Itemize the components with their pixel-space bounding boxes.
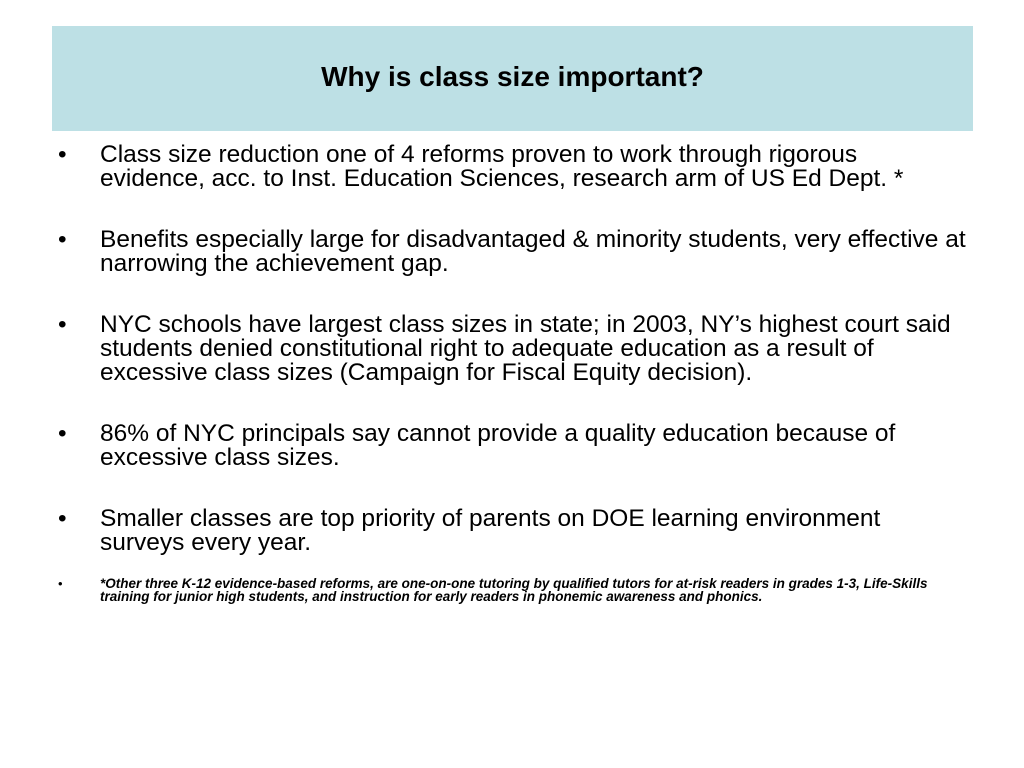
slide-title: Why is class size important? (321, 60, 704, 92)
bullet-item (58, 228, 968, 276)
bullet-text: NYC schools have largest class sizes in state; in 2003, NY’s highest court said students denied constitutional right to adequate education as a result of excessive class sizes (Campaign for Fiscal Equity decision). (100, 311, 951, 386)
bullet-item (58, 313, 968, 385)
bullet-marker: • (58, 505, 67, 532)
footnote-item (58, 577, 968, 603)
bullet-marker: • (58, 226, 67, 253)
bullet-marker: • (58, 576, 63, 591)
bullet-text: Smaller classes are top priority of parents on DOE learning environment surveys every year. (100, 505, 881, 556)
bullet-item (58, 422, 968, 470)
bullet-text: 86% of NYC principals say cannot provide a quality education because of excessive class sizes. (100, 420, 896, 471)
bullet-item (58, 507, 968, 555)
bullet-marker: • (58, 420, 67, 447)
bullet-text: Benefits especially large for disadvantaged & minority students, very effective at narrowing the achievement gap. (100, 226, 966, 277)
title-bar (52, 26, 973, 131)
bullet-list (58, 143, 968, 603)
bullet-marker: • (58, 141, 67, 168)
footnote-text: *Other three K-12 evidence-based reforms, are one-on-one tutoring by qualified tutors for at-risk readers in grades 1-3, Life-Skills training for junior high students, and instruction for early readers in phonemic awareness and phonics. (100, 576, 928, 604)
bullet-item (58, 143, 968, 191)
bullet-marker: • (58, 311, 67, 338)
bullet-text: Class size reduction one of 4 reforms proven to work through rigorous evidence, acc. to Inst. Education Sciences, research arm of US Ed Dept. * (100, 141, 904, 192)
